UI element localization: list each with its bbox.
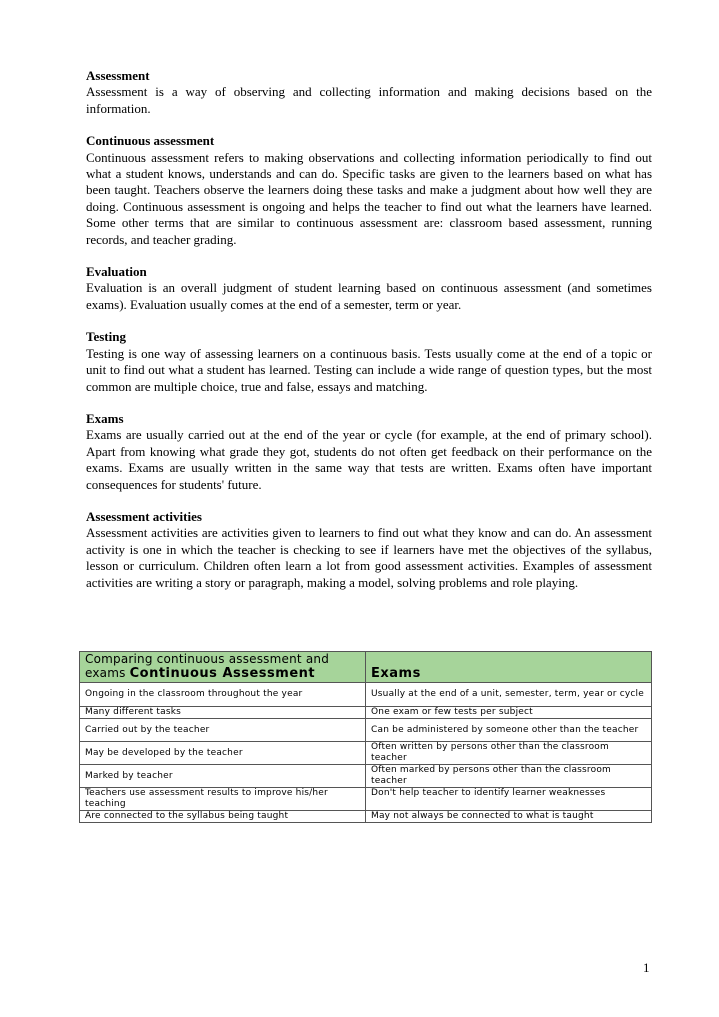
page-number: 1: [643, 960, 650, 975]
table-cell: Carried out by the teacher: [80, 719, 366, 742]
section-paragraph: Evaluation is an overall judgment of student learning based on continuous assessment (and sometimes exams). Evaluation usually comes at the end of a semester, term or year.: [86, 280, 652, 312]
section-assessment: [86, 68, 652, 117]
table-cell: Many different tasks: [80, 707, 366, 719]
section-heading: Evaluation: [86, 264, 147, 280]
table-row: [80, 788, 652, 811]
table-cell: Ongoing in the classroom throughout the year: [80, 683, 366, 707]
document-body: [86, 68, 652, 607]
table-header-row: [80, 652, 652, 683]
table-cell: Usually at the end of a unit, semester, term, year or cycle: [366, 683, 652, 707]
column-header-continuous: Continuous Assessment: [129, 666, 316, 681]
table-header-cell: [80, 652, 366, 683]
table-row: [80, 742, 652, 765]
table-header-cell: [366, 652, 652, 683]
table-caption: Comparing continuous assessment and exams: [85, 652, 330, 680]
section-paragraph: Assessment activities are activities given to learners to find out what they know and can do. An assessment activity is one in which the teacher is checking to see if learners have met the objectives of the syllabus, lesson or curriculum. Children often learn a lot from good assessment activities. Examples of assessment activities are writing a story or paragraph, making a model, solving problems and role playing.: [86, 525, 652, 590]
section-heading: Testing: [86, 329, 126, 345]
section-heading: Exams: [86, 410, 124, 426]
table-row: [80, 719, 652, 742]
table-cell: Often written by persons other than the classroom teacher: [366, 742, 652, 765]
section-assessment-activities: [86, 509, 652, 591]
table-row: [80, 811, 652, 823]
section-heading: Continuous assessment: [86, 133, 215, 149]
table-cell: Are connected to the syllabus being taught: [80, 811, 366, 823]
table-row: [80, 765, 652, 788]
section-paragraph: Exams are usually carried out at the end of the year or cycle (for example, at the end of primary school). Apart from knowing what grade they got, students do not often get feedback on their performance on the exams. Exams are usually written in the same way that tests are written. Exams often have important consequences for students' future.: [86, 427, 652, 492]
table-cell: May not always be connected to what is taught: [366, 811, 652, 823]
comparison-table: [79, 651, 652, 823]
section-paragraph: Continuous assessment refers to making observations and collecting information periodically to find out what a student knows, understands and can do. Specific tasks are given to the learners based on what has been taught. Teachers observe the learners doing these tasks and make a judgment about how well they are doing. Continuous assessment is ongoing and helps the teacher to find out what the learners have learned. Some other terms that are similar to continuous assessment are: classroom based assessment, running records, and teacher grading.: [86, 149, 652, 247]
table-cell: Don't help teacher to identify learner weaknesses: [366, 788, 652, 811]
table-cell: Can be administered by someone other than the teacher: [366, 719, 652, 742]
table-cell: May be developed by the teacher: [80, 742, 366, 765]
section-evaluation: [86, 264, 652, 313]
section-exams: [86, 411, 652, 493]
column-header-exams: Exams: [371, 666, 421, 681]
section-heading: Assessment activities: [86, 508, 202, 524]
table-cell: Often marked by persons other than the classroom teacher: [366, 765, 652, 788]
section-testing: [86, 329, 652, 395]
table-row: [80, 683, 652, 707]
table-cell: Marked by teacher: [80, 765, 366, 788]
section-paragraph: Testing is one way of assessing learners on a continuous basis. Tests usually come at the end of a topic or unit to find out what a student has learned. Testing can include a wide range of question types, but the most common are multiple choice, true and false, essays and matching.: [86, 345, 652, 394]
section-heading: Assessment: [86, 68, 150, 83]
section-continuous-assessment: [86, 133, 652, 248]
table-row: [80, 707, 652, 719]
section-paragraph: Assessment is a way of observing and collecting information and making decisions based on the information.: [86, 84, 652, 116]
table-cell: One exam or few tests per subject: [366, 707, 652, 719]
table-cell: Teachers use assessment results to improve his/her teaching: [80, 788, 366, 811]
